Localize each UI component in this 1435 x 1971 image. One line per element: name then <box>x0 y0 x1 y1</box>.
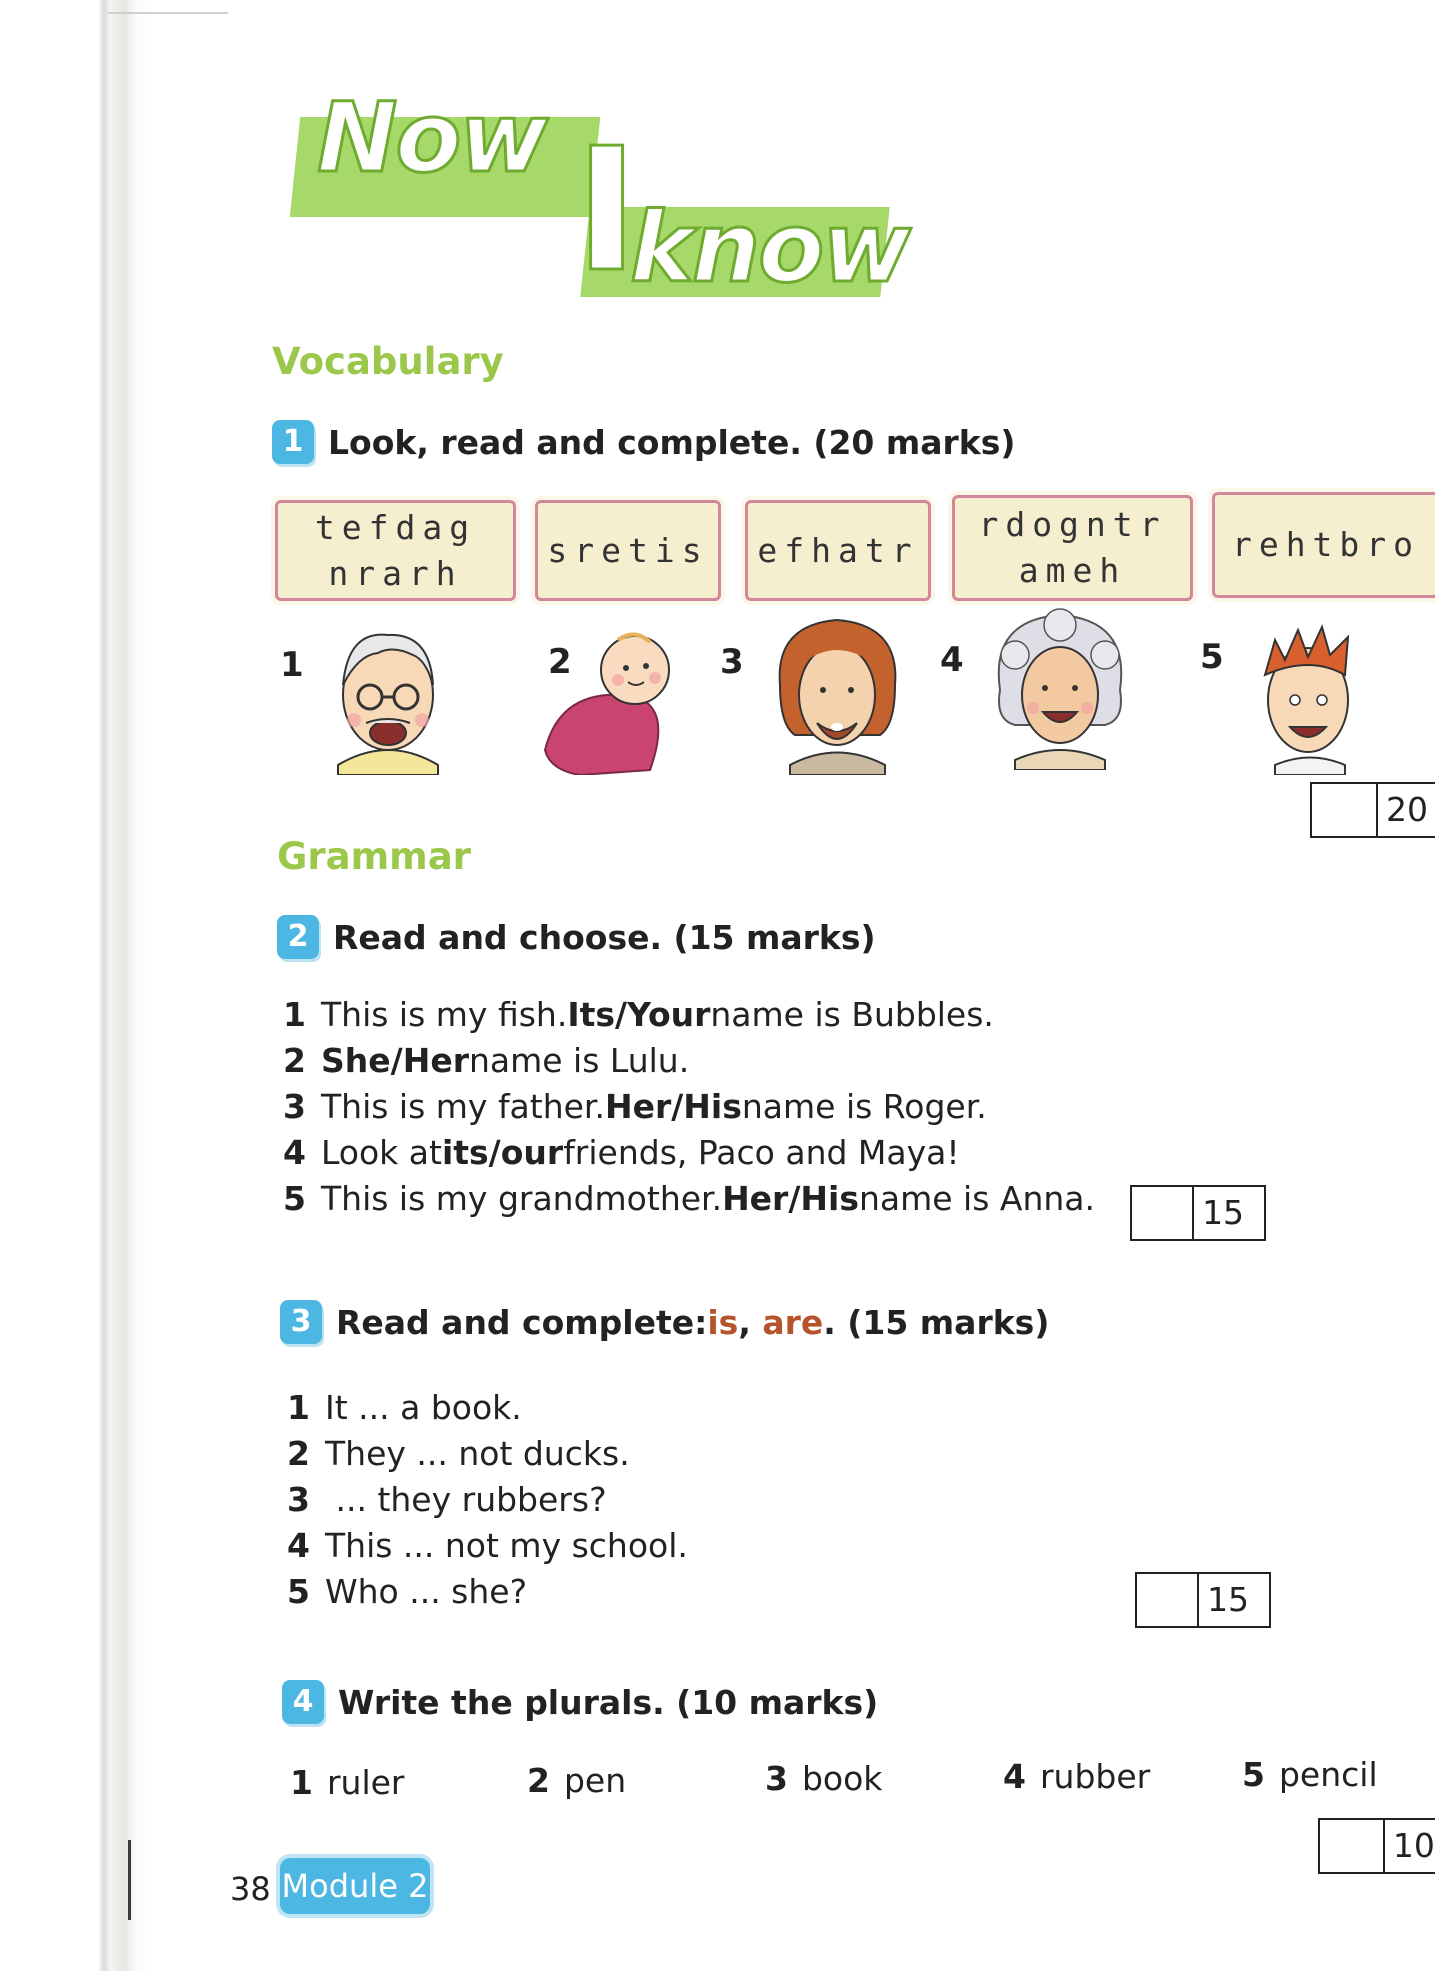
item-number: 2 <box>283 1041 306 1080</box>
item-number: 2 <box>287 1434 310 1473</box>
item-number: 4 <box>1003 1757 1026 1796</box>
item-text: name is Bubbles. <box>710 995 994 1034</box>
item-text[interactable]: They ... not ducks. <box>325 1434 630 1473</box>
item-word: book <box>801 1759 883 1798</box>
exercise-instruction: Read and complete: <box>336 1302 708 1342</box>
book-spine-shadow <box>0 0 150 1971</box>
item-text: Look at <box>321 1133 442 1172</box>
title-word: know <box>630 192 909 304</box>
card-line: rdogntr <box>978 505 1167 544</box>
list-item <box>287 1477 688 1523</box>
plural-item <box>1003 1757 1150 1796</box>
picture-number: 5 <box>1200 637 1224 677</box>
scrambled-word-card <box>275 500 516 601</box>
page-title <box>285 72 909 312</box>
item-text: This is my father. <box>321 1087 605 1126</box>
item-word: rubber <box>1039 1757 1151 1796</box>
item-number: 2 <box>527 1761 550 1800</box>
list-item <box>283 1176 1095 1222</box>
list-item <box>283 1038 1095 1084</box>
score-box <box>1318 1818 1435 1874</box>
item-number: 4 <box>283 1133 306 1172</box>
picture-number: 1 <box>280 645 304 685</box>
item-choice[interactable]: its/our <box>441 1133 564 1172</box>
card-line: efhatr <box>757 530 919 570</box>
list-item <box>287 1385 688 1431</box>
exercise-instruction: Read and choose. (15 marks) <box>333 917 876 957</box>
score-answer-cell[interactable] <box>1132 1187 1194 1239</box>
item-number: 5 <box>287 1572 310 1611</box>
section-heading-vocabulary: Vocabulary <box>272 340 504 383</box>
item-number: 1 <box>283 995 306 1034</box>
score-answer-cell[interactable] <box>1137 1574 1199 1626</box>
card-line: sretis <box>547 530 709 570</box>
picture-number: 3 <box>720 642 744 682</box>
card-line: tefdag <box>314 507 477 547</box>
item-number: 3 <box>283 1087 306 1126</box>
item-word: pencil <box>1278 1755 1378 1794</box>
score-total: 15 <box>1202 1193 1245 1232</box>
list-item <box>287 1431 688 1477</box>
list-item <box>283 1130 1095 1176</box>
score-total: 20 <box>1386 790 1428 829</box>
exercise-number-badge: 4 <box>282 1680 324 1724</box>
card-line: rehtbro <box>1231 525 1421 564</box>
picture-number: 4 <box>940 640 964 680</box>
exercise-4-header <box>282 1680 878 1724</box>
score-box <box>1130 1185 1266 1241</box>
item-text: name is Roger. <box>741 1087 987 1126</box>
exercise-2-list <box>283 992 1095 1222</box>
title-word: I <box>575 112 637 310</box>
exercise-1-header <box>272 420 1015 464</box>
item-text[interactable]: ... they rubbers? <box>325 1480 607 1519</box>
item-choice[interactable]: Her/His <box>722 1179 859 1218</box>
exercise-number-badge: 3 <box>280 1300 322 1344</box>
item-number: 3 <box>287 1480 310 1519</box>
card-line: ameh <box>1018 551 1127 590</box>
plural-item <box>765 1759 882 1798</box>
list-item <box>283 992 1095 1038</box>
brother-illustration <box>1240 615 1380 775</box>
page-edge-line <box>108 12 228 14</box>
punctuation: , <box>738 1302 763 1342</box>
item-number: 1 <box>290 1763 313 1802</box>
item-number: 1 <box>287 1388 310 1427</box>
list-item <box>283 1084 1095 1130</box>
scrambled-word-card <box>535 500 721 601</box>
module-badge: Module 2 <box>280 1858 430 1914</box>
exercise-instruction: . (15 marks) <box>823 1302 1050 1342</box>
item-number: 5 <box>1242 1755 1265 1794</box>
father-illustration <box>765 605 910 775</box>
item-text: name is Lulu. <box>468 1041 690 1080</box>
scrambled-word-card <box>745 500 931 601</box>
exercise-3-list <box>287 1385 688 1615</box>
score-answer-cell[interactable] <box>1312 784 1378 836</box>
scrambled-word-card <box>1212 492 1435 598</box>
card-line: nrarh <box>328 553 463 593</box>
exercise-instruction: Write the plurals. (10 marks) <box>338 1682 879 1722</box>
grandfather-illustration <box>318 615 458 775</box>
exercise-instruction: Look, read and complete. (20 marks) <box>328 422 1016 462</box>
item-text[interactable]: It ... a book. <box>325 1388 522 1427</box>
page-number: 38 <box>230 1870 271 1908</box>
section-heading-grammar: Grammar <box>277 835 471 878</box>
list-item <box>287 1569 688 1615</box>
item-text: This is my grandmother. <box>321 1179 723 1218</box>
exercise-number-badge: 1 <box>272 420 314 464</box>
score-answer-cell[interactable] <box>1320 1820 1385 1872</box>
grandmother-illustration <box>985 600 1135 770</box>
plural-item <box>527 1761 626 1800</box>
item-number: 5 <box>283 1179 306 1218</box>
score-box <box>1135 1572 1271 1628</box>
item-word: ruler <box>326 1763 405 1802</box>
page-edge-mark <box>128 1840 131 1920</box>
item-choice[interactable]: Her/His <box>604 1087 742 1126</box>
list-item <box>287 1523 688 1569</box>
plural-item <box>290 1763 405 1802</box>
item-text[interactable]: Who ... she? <box>325 1572 528 1611</box>
item-word: pen <box>563 1761 627 1800</box>
baby-illustration <box>540 620 685 775</box>
score-box <box>1310 782 1435 838</box>
picture-number: 2 <box>548 642 572 682</box>
word-option: is <box>707 1302 739 1342</box>
item-text: This is my fish. <box>321 995 568 1034</box>
score-total: 10 <box>1392 1826 1435 1865</box>
word-option: are <box>762 1302 824 1342</box>
exercise-2-header <box>277 915 876 959</box>
exercise-3-header <box>280 1300 1049 1344</box>
item-text: name is Anna. <box>858 1179 1096 1218</box>
score-total: 15 <box>1207 1580 1250 1619</box>
item-choice[interactable]: She/Her <box>321 1041 469 1080</box>
item-text: friends, Paco and Maya! <box>563 1133 960 1172</box>
item-text[interactable]: This ... not my school. <box>325 1526 688 1565</box>
plural-item <box>1242 1755 1378 1794</box>
item-choice[interactable]: Its/Your <box>567 995 711 1034</box>
item-number: 3 <box>765 1759 788 1798</box>
item-number: 4 <box>287 1526 310 1565</box>
scrambled-word-card <box>952 495 1193 601</box>
exercise-number-badge: 2 <box>277 915 319 959</box>
title-word: Now <box>317 82 546 194</box>
